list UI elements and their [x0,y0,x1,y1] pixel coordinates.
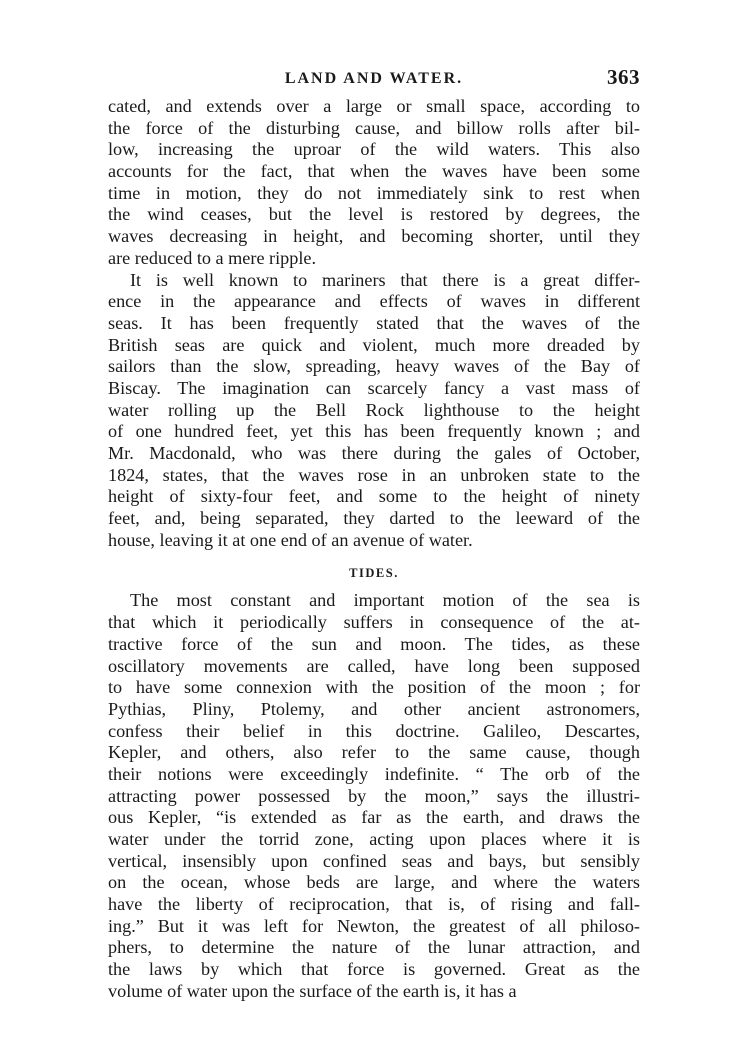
running-title: LAND AND WATER. [284,70,464,87]
text-line: confess their belief in this doctrine. Galileo, Descartes, [108,720,640,741]
body-text [108,96,640,551]
text-line: water rolling up the Bell Rock lighthouse to the height [108,399,640,420]
book-page [108,62,640,1003]
text-line: vertical, insensibly upon confined seas and bays, but sensibly [108,850,640,871]
paragraph [108,96,640,270]
page-number: 363 [607,65,640,89]
text-line: cated, and extends over a large or small space, according to [108,96,640,116]
text-line: on the ocean, whose beds are large, and where the waters [108,872,640,893]
text-line: the laws by which that force is governed. Great as the [108,959,640,980]
text-line: height of sixty-four feet, and some to the height of ninety [108,486,640,507]
section-body-text [108,590,640,1002]
text-line: ous Kepler, “is extended as far as the earth, and draws the [108,807,640,828]
paragraph [108,590,640,1002]
text-line: ence in the appearance and effects of waves in different [108,291,640,312]
text-line: accounts for the fact, that when the waves have been some [108,161,640,182]
text-line: The most constant and important motion of the sea is [130,590,640,611]
text-line: phers, to determine the nature of the lunar attraction, and [108,937,640,958]
text-line: water under the torrid zone, acting upon places where it is [108,829,640,849]
text-line: seas. It has been frequently stated that the waves of the [108,312,640,333]
text-line: have the liberty of reciprocation, that is, of rising and fall- [108,894,640,915]
text-line: tractive force of the sun and moon. The tides, as these [108,633,640,654]
text-line: waves decreasing in height, and becoming shorter, until they [108,226,640,247]
text-line: 1824, states, that the waves rose in an unbroken state to the [108,464,640,485]
text-line: the force of the disturbing cause, and billow rolls after bil- [108,117,640,138]
text-line: attracting power possessed by the moon,” says the illustri- [108,785,640,806]
section-heading: TIDES. [349,566,399,581]
text-line: to have some connexion with the position of the moon ; for [108,677,640,698]
text-line: It is well known to mariners that there is a great differ- [130,269,640,290]
text-line: time in motion, they do not immediately sink to rest when [108,182,640,203]
text-line: Mr. Macdonald, who was there during the gales of October, [108,443,640,463]
text-line: sailors than the slow, spreading, heavy waves of the Bay of [108,356,640,377]
text-line: house, leaving it at one end of an avenue of water. [108,529,473,550]
text-line: are reduced to a mere ripple. [108,247,317,268]
paragraph [108,270,640,552]
text-line: Biscay. The imagination can scarcely fancy a vast mass of [108,377,640,398]
text-line: British seas are quick and violent, much more dreaded by [108,334,640,355]
text-line: low, increasing the uproar of the wild waters. This also [108,139,640,160]
text-line: oscillatory movements are called, have long been supposed [108,655,640,676]
text-line: feet, and, being separated, they darted to the leeward of the [108,508,640,529]
text-line: volume of water upon the surface of the earth is, it has a [108,980,517,1001]
text-line: Pythias, Pliny, Ptolemy, and other ancient astronomers, [108,698,640,719]
text-line: Kepler, and others, also refer to the same cause, though [108,742,640,763]
text-line: that which it periodically suffers in consequence of the at- [108,612,640,633]
text-line: the wind ceases, but the level is restored by degrees, the [108,204,640,225]
text-line: of one hundred feet, yet this has been frequently known ; and [108,421,640,442]
running-header [108,62,640,96]
text-line: ing.” But it was left for Newton, the greatest of all philoso- [108,915,640,936]
text-line: their notions were exceedingly indefinite. “ The orb of the [108,763,640,784]
